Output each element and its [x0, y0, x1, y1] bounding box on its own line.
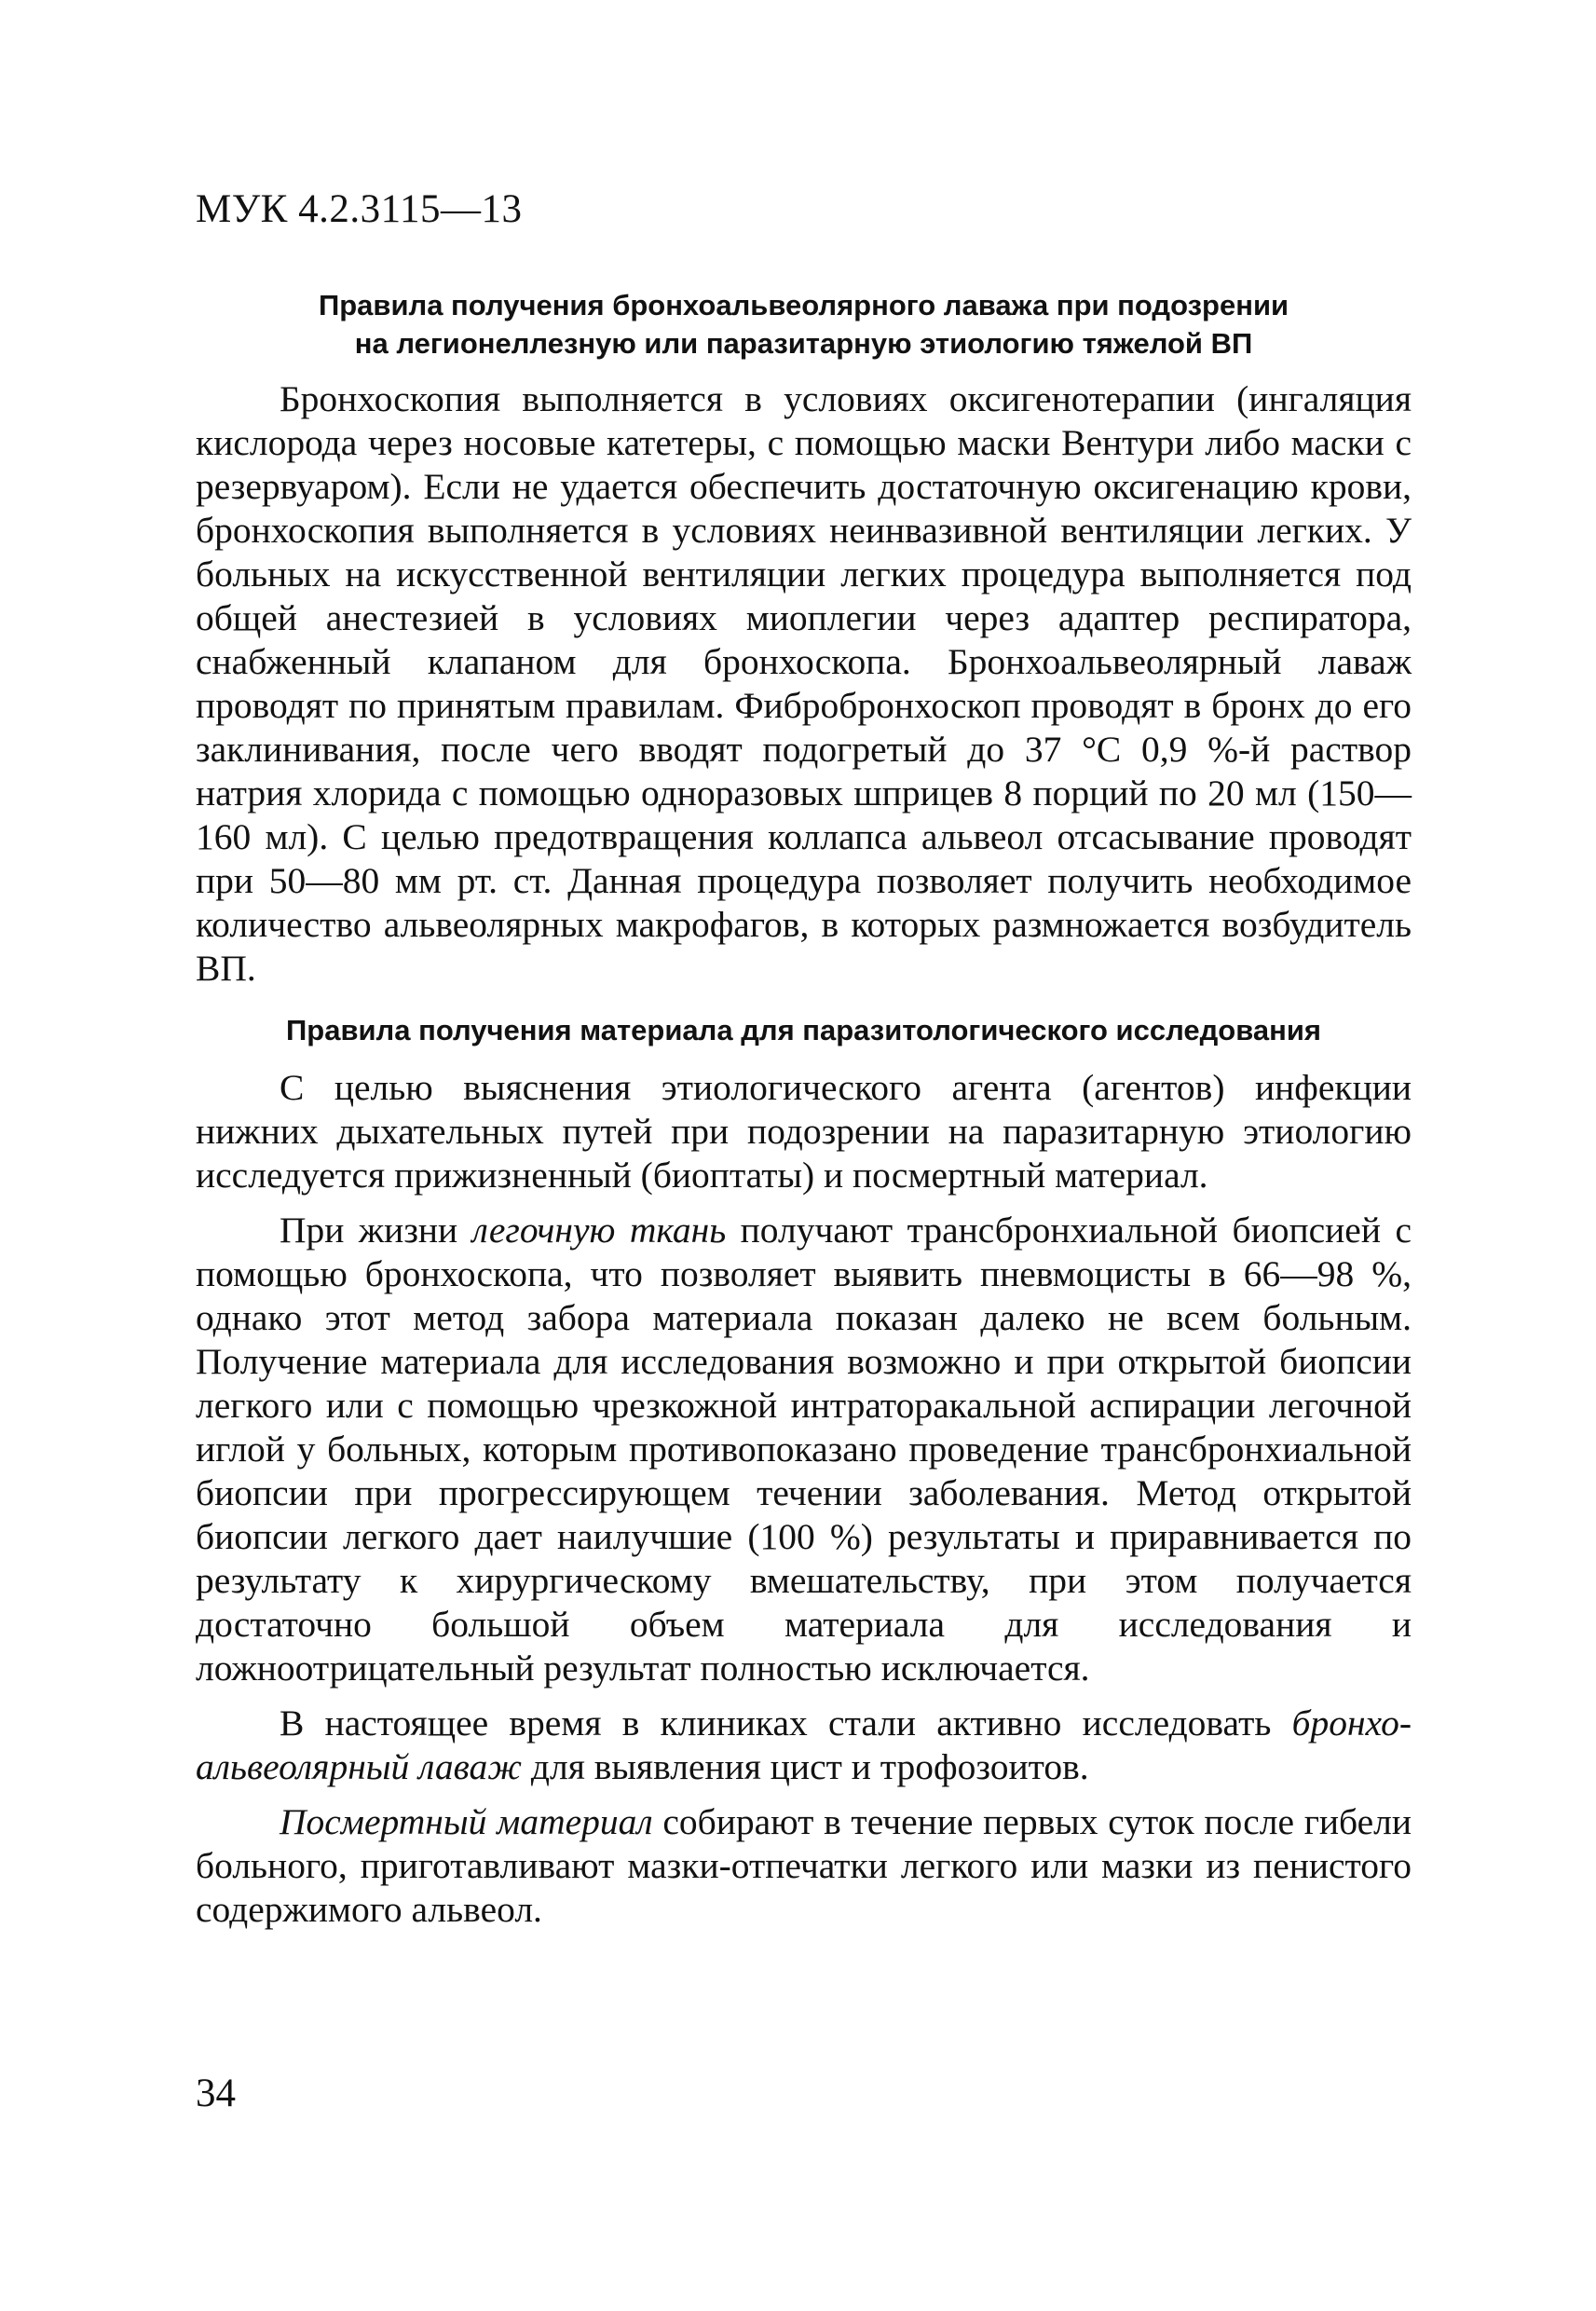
italic-term-bal: бронхоальвеолярный лаваж: [196, 1702, 1412, 1787]
text-span: собирают в течение первых суток после гибели больного, приготавливают мазки-отпечатки легкого или мазки из пенистого содержимого альвеол.: [196, 1801, 1412, 1930]
text-span: В настоящее время в клиниках стали активно исследовать: [280, 1702, 1292, 1744]
paragraph-bronchoscopy: Бронхоскопия выполняется в условиях оксигенотерапии (ингаляция кислорода через носовые катетеры, с помощью маски Вентури либо маски с резервуаром). Если не удается обеспечить достаточную оксигенацию крови, бронхоскопия выполняется в условиях неинвазивной вентиляции легких. У больных на искусственной вентиляции легких процедура выполняется под общей анестезией в условиях миоплегии через адаптер респиратора, снабженный клапаном для бронхоскопа. Бронхоальвеолярный лаваж проводят по принятым правилам. Фибробронхоскоп проводят в бронх до его заклинивания, после чего вводят подогретый до 37 °С 0,9 %-й раствор натрия хлорида с помощью одноразовых шприцев 8 порций по 20 мл (150—160 мл). С целью предотвращения коллапса альвеол отсасывание проводят при 50—80 мм рт. ст. Данная процедура позволяет получить необходимое количество альвеолярных макрофагов, в которых размножается возбудитель ВП.: [196, 378, 1412, 989]
section-title-bal: [196, 286, 1412, 362]
text-span: получают трансбронхиальной биопсией с помощью бронхоскопа, что позволяет выявить пневмоцисты в 66—98 %, однако этот метод забора материала показан далеко не всем больным. Получение материала для исследования возможно и при открытой биопсии легкого или с помощью чрезкожной интраторакальной аспирации легочной иглой у больных, которым противопоказано проведение трансбронхиальной биопсии при прогрессирующем течении заболевания. Метод открытой биопсии легкого дает наилучшие (100 %) результаты и приравнивается по результату к хирургическому вмешательству, при этом получается достаточно большой объем материала для исследования и ложноотрицательный результат полностью исключается.: [196, 1210, 1412, 1689]
text-span: При жизни: [280, 1210, 472, 1251]
page-number: 34: [196, 2072, 236, 2115]
text-span: для выявления цист и трофозоитов.: [522, 1746, 1089, 1787]
italic-term-lung-tissue: легочную ткань: [471, 1210, 727, 1251]
paragraph-clinics-bal: [196, 1702, 1412, 1789]
document-page: [196, 186, 1412, 1943]
section-title-bal-line1: Правила получения бронхоальвеолярного лаважа при подозрении: [318, 289, 1289, 321]
section-title-parasitology: Правила получения материала для паразитологического исследования: [285, 1014, 1321, 1046]
paragraph-etiology: С целью выяснения этиологического агента (агентов) инфекции нижних дыхательных путей при подозрении на паразитарную этиологию исследуется прижизненный (биоптаты) и посмертный материал.: [196, 1067, 1412, 1196]
italic-term-postmortem: Посмертный материал: [280, 1801, 653, 1842]
paragraph-postmortem: [196, 1800, 1412, 1932]
paragraph-lifetime-biopsy: [196, 1209, 1412, 1690]
section-title-bal-line2: на легионеллезную или паразитарную этиологию тяжелой ВП: [354, 327, 1253, 360]
document-code-header: МУК 4.2.3115—13: [196, 187, 523, 231]
